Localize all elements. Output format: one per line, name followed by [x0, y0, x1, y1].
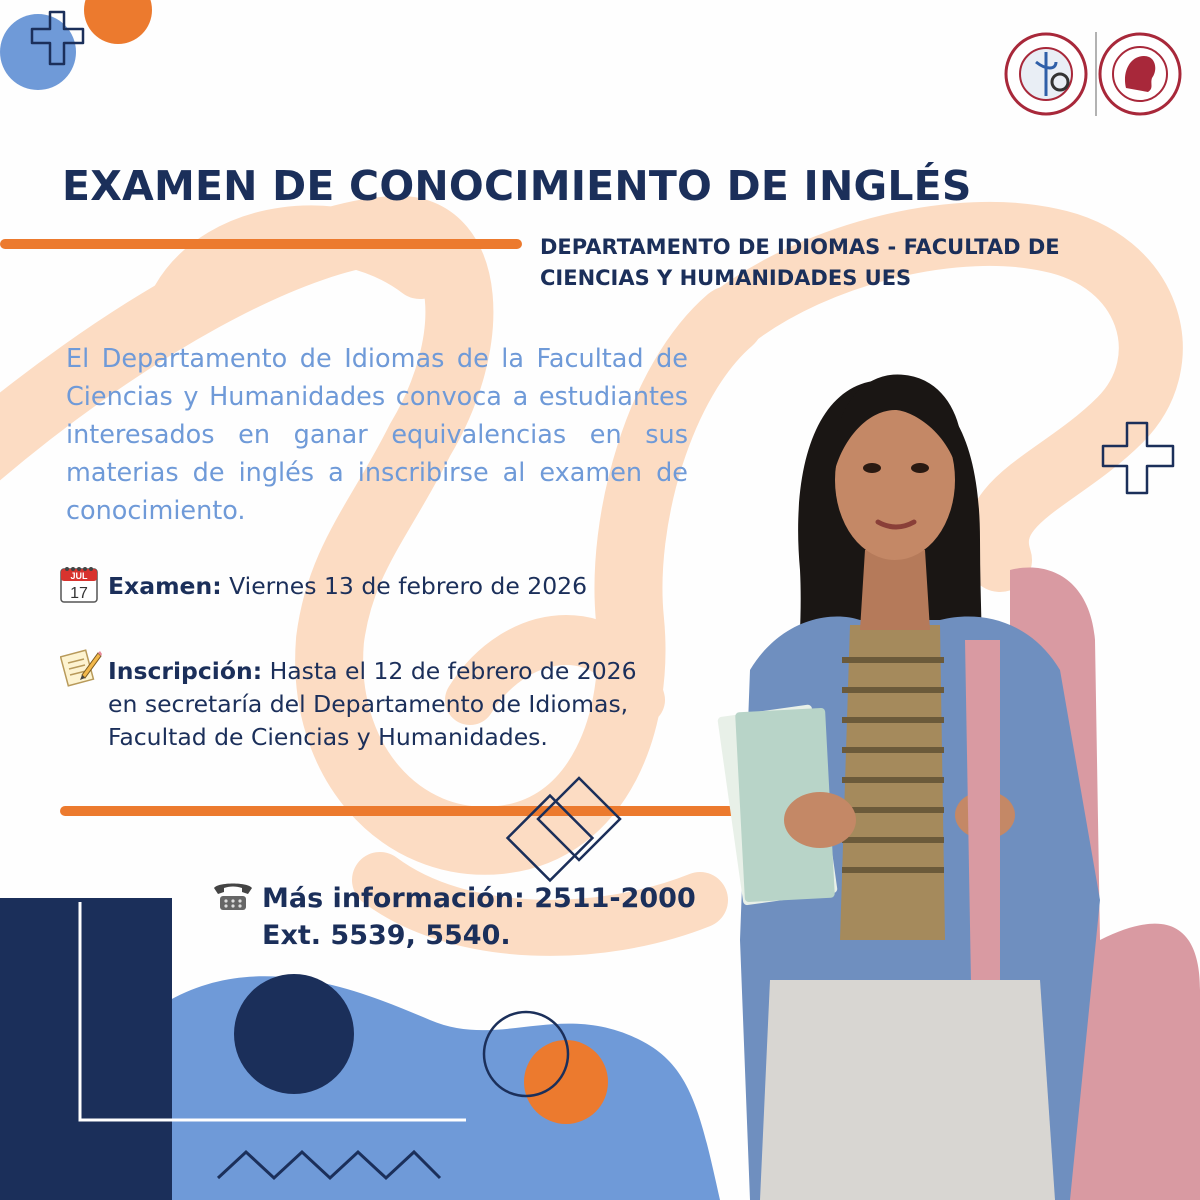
registration-line3: Facultad de Ciencias y Humanidades.	[108, 723, 548, 751]
exam-date	[108, 570, 708, 603]
contact-label: Más información:	[262, 883, 525, 914]
telephone-icon	[212, 878, 254, 914]
orange-circle-top-left	[84, 0, 152, 44]
page-title: EXAMEN DE CONOCIMIENTO DE INGLÉS	[62, 162, 972, 210]
navy-circle	[234, 974, 354, 1094]
calendar-icon	[60, 565, 98, 603]
contact-info	[262, 880, 722, 954]
subtitle: DEPARTAMENTO DE IDIOMAS - FACULTAD DE CIENCIAS Y HUMANIDADES UES	[540, 235, 1060, 290]
student-photo	[710, 340, 1200, 1200]
registration-line2: en secretaría del Departamento de Idiomas,	[108, 690, 629, 718]
intro-paragraph: El Departamento de Idiomas de la Facultad de Ciencias y Humanidades convoca a estudiantes interesados en ganar equivalencias en sus materias de inglés a inscribirse al examen de conocimiento.	[66, 344, 688, 526]
title-underline	[0, 239, 522, 249]
contact-ext: Ext. 5539, 5540.	[262, 920, 511, 951]
orange-circle-bottom	[524, 1040, 608, 1124]
university-seal	[1100, 34, 1180, 114]
memo-pencil-icon	[60, 645, 102, 687]
exam-value: Viernes 13 de febrero de 2026	[229, 572, 588, 600]
university-logos	[1004, 22, 1184, 122]
registration-info	[108, 655, 708, 754]
middle-divider	[60, 806, 750, 816]
contact-phone: 2511-2000	[534, 883, 696, 914]
calendar-icon-day: 17	[70, 585, 88, 602]
calendar-icon-month: JUL	[70, 571, 88, 581]
navy-block	[0, 898, 172, 1200]
economics-faculty-seal	[1006, 34, 1086, 114]
exam-label: Examen:	[108, 572, 222, 600]
registration-label: Inscripción:	[108, 657, 263, 685]
registration-line1: Hasta el 12 de febrero de 2026	[269, 657, 637, 685]
